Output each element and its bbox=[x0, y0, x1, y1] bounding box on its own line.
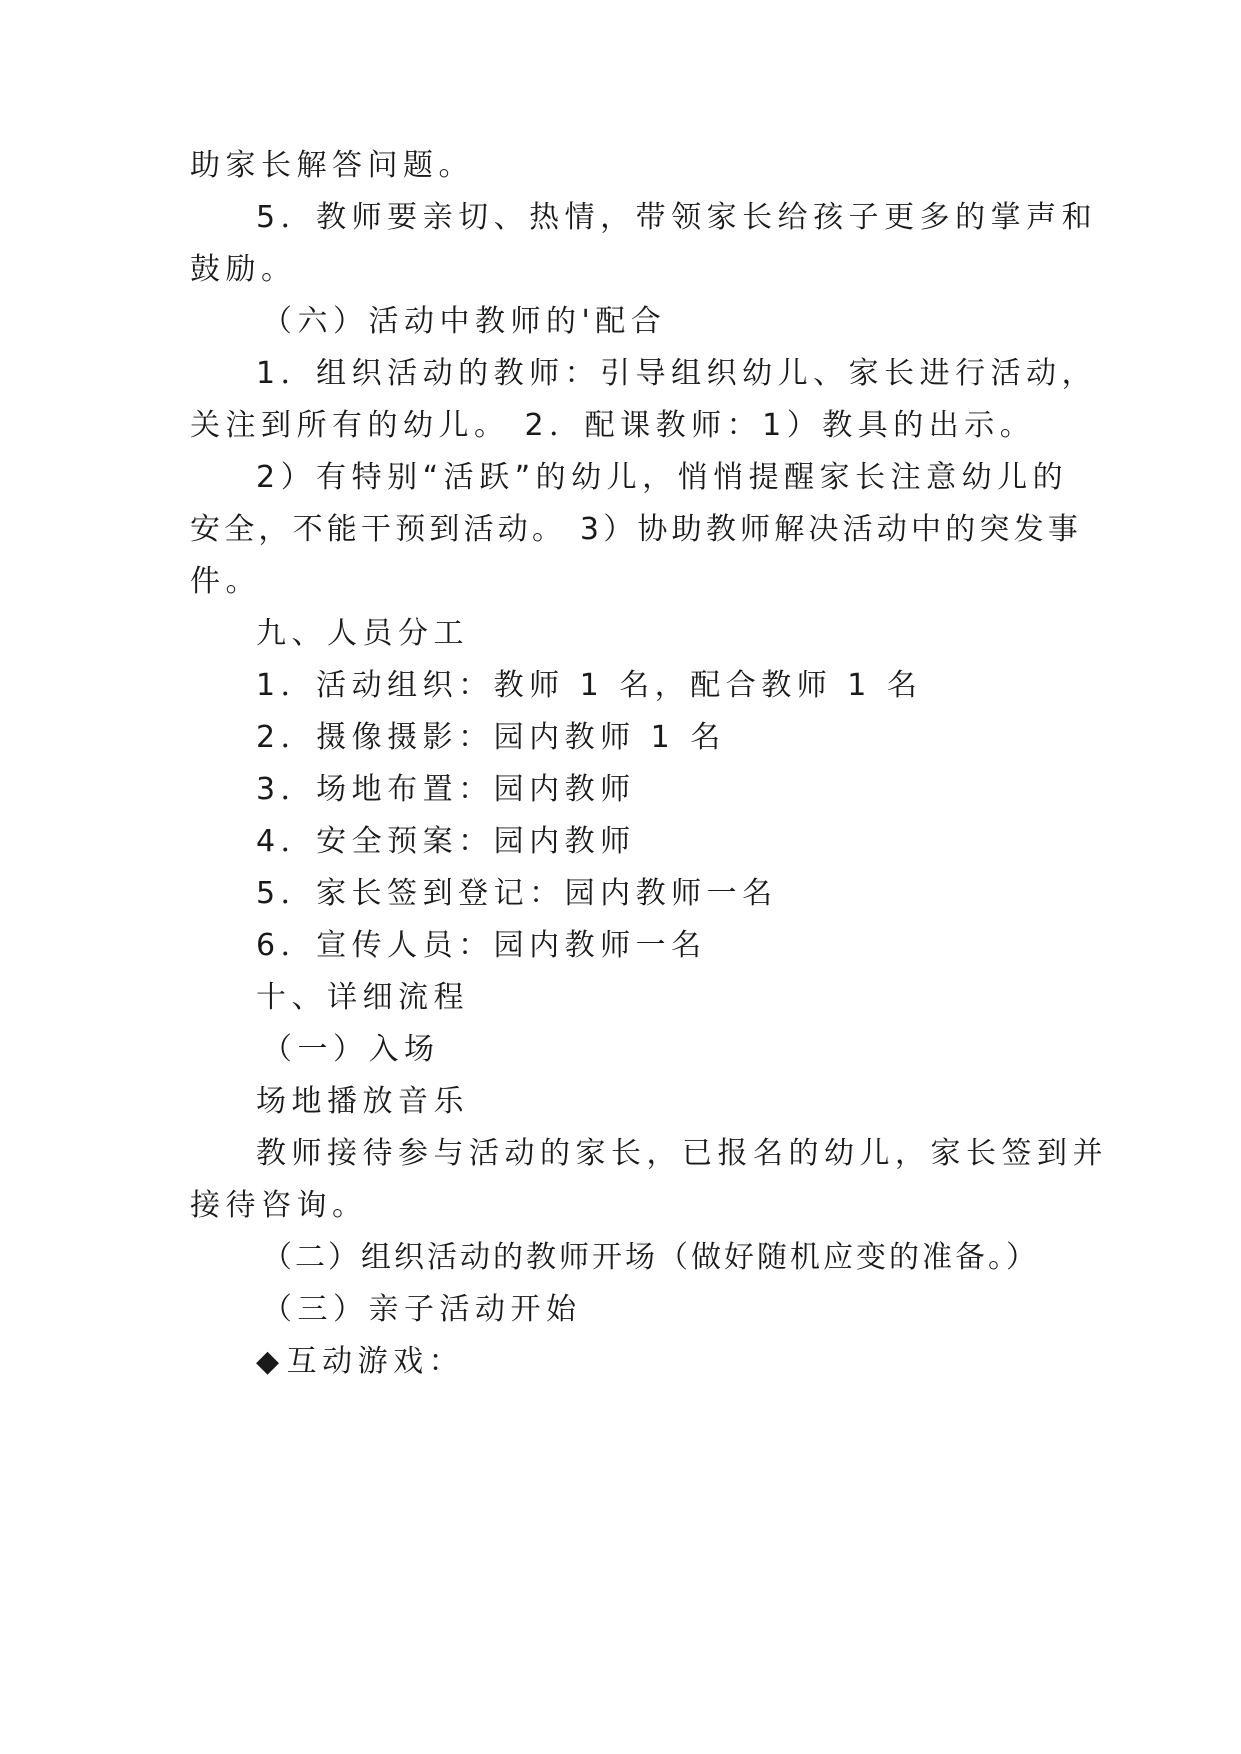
paragraph-line: 场地播放音乐 bbox=[256, 1084, 469, 1119]
bullet-item bbox=[256, 1342, 464, 1382]
paragraph-line: 安全，不能干预到活动。 3）协助教师解决活动中的突发事 bbox=[190, 512, 1083, 547]
paragraph-line: 关注到所有的幼儿。 2．配课教师：1）教具的出示。 bbox=[190, 408, 1036, 443]
paragraph-line: 1．组织活动的教师：引导组织幼儿、家长进行活动， bbox=[256, 356, 1098, 391]
diamond-bullet-icon: ◆ bbox=[256, 1344, 285, 1379]
section-heading: （六）活动中教师的'配合 bbox=[262, 304, 667, 339]
list-item: 1．活动组织：教师 1 名，配合教师 1 名 bbox=[256, 668, 923, 703]
section-heading: 九、人员分工 bbox=[256, 616, 469, 651]
list-item: 4．安全预案：园内教师 bbox=[256, 824, 636, 859]
bullet-text: 互动游戏： bbox=[286, 1344, 465, 1379]
paragraph-line: 教师接待参与活动的家长，已报名的幼儿，家长签到并 bbox=[256, 1136, 1108, 1171]
list-item: 6．宣传人员：园内教师一名 bbox=[256, 928, 707, 963]
section-heading: 十、详细流程 bbox=[256, 980, 469, 1015]
paragraph-line: 2）有特别“活跃”的幼儿，悄悄提醒家长注意幼儿的 bbox=[256, 460, 1069, 495]
subsection-heading: （一）入场 bbox=[262, 1032, 440, 1067]
paragraph-line: 接待咨询。 bbox=[190, 1188, 368, 1223]
paragraph-line: 件。 bbox=[190, 564, 261, 599]
paragraph-line: 5．教师要亲切、热情，带领家长给孩子更多的掌声和 bbox=[256, 200, 1098, 235]
list-item: 3．场地布置：园内教师 bbox=[256, 772, 636, 807]
subsection-heading: （三）亲子活动开始 bbox=[262, 1292, 582, 1327]
list-item: 2．摄像摄影：园内教师 1 名 bbox=[256, 720, 726, 755]
paragraph-line: 助家长解答问题。 bbox=[190, 148, 474, 183]
subsection-heading: （二）组织活动的教师开场（做好随机应变的准备。） bbox=[262, 1240, 1039, 1275]
list-item: 5．家长签到登记：园内教师一名 bbox=[256, 876, 778, 911]
paragraph-line: 鼓励。 bbox=[190, 252, 297, 287]
